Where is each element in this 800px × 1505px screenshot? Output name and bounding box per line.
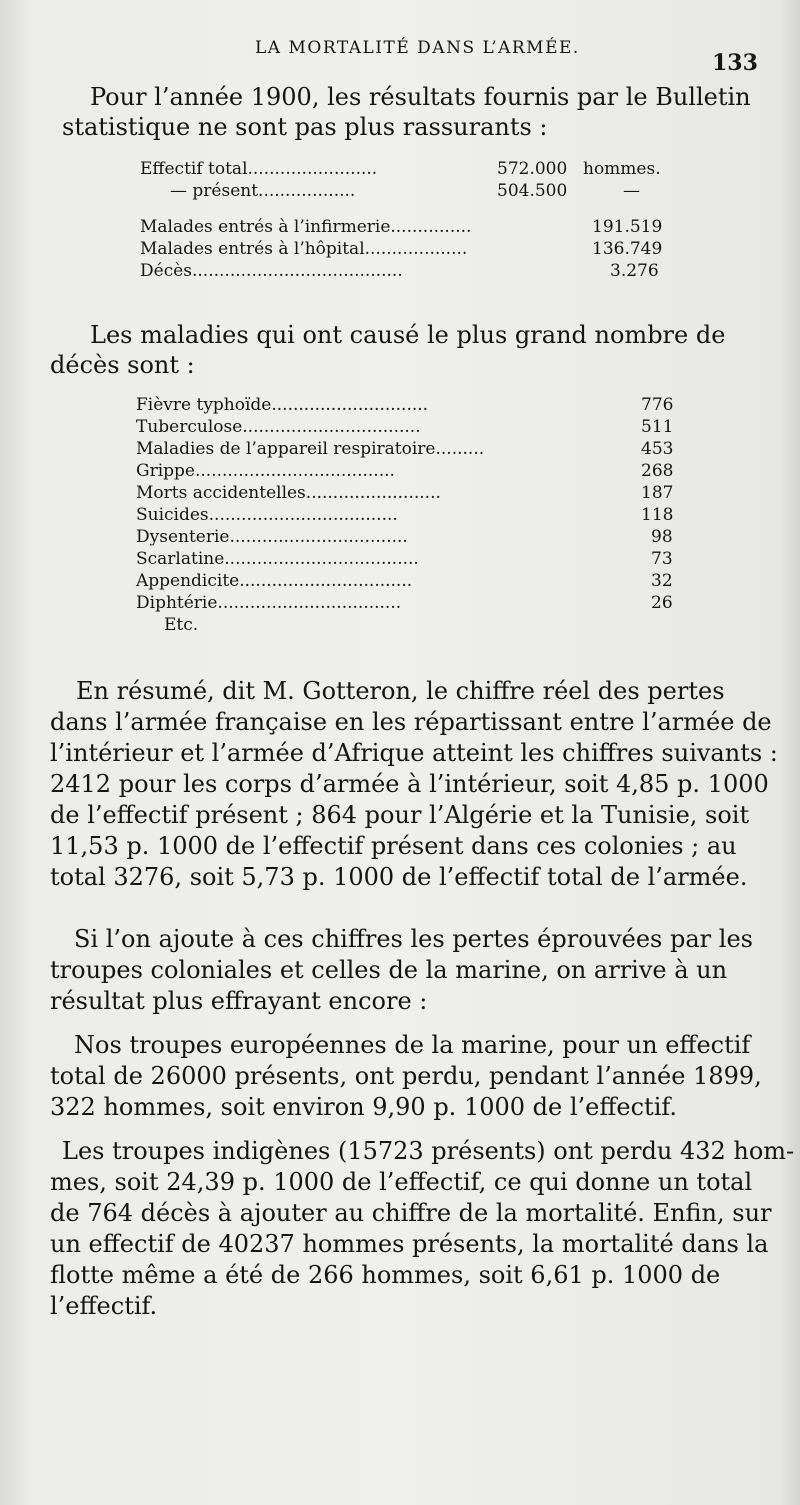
row-value: 136.749 bbox=[592, 239, 663, 259]
table-row bbox=[136, 460, 696, 482]
row-label: Malades entrés à l’hôpital................... bbox=[140, 239, 468, 259]
text-line: 322 hommes, soit environ 9,90 p. 1000 de l’effectif. bbox=[50, 1093, 678, 1121]
text-line: un effectif de 40237 hommes présents, la mortalité dans la bbox=[50, 1230, 769, 1258]
table-row bbox=[140, 180, 700, 202]
table-row bbox=[140, 216, 700, 238]
row-value: 504.500 bbox=[497, 181, 568, 201]
table-row bbox=[136, 416, 696, 438]
causes-intro-paragraph bbox=[50, 320, 760, 380]
resume-paragraph bbox=[50, 676, 778, 893]
text-line: statistique ne sont pas plus rassurants : bbox=[62, 113, 548, 141]
text-line: décès sont : bbox=[50, 351, 195, 379]
text-line: total 3276, soit 5,73 p. 1000 de l’effectif total de l’armée. bbox=[50, 863, 748, 891]
text-line: Si l’on ajoute à ces chiffres les pertes éprouvées par les bbox=[74, 925, 753, 953]
row-label: Appendicite................................ bbox=[136, 571, 413, 591]
row-label: Malades entrés à l’infirmerie............... bbox=[140, 217, 472, 237]
row-label: Diphtérie.................................. bbox=[136, 593, 402, 613]
row-label: Dysenterie................................. bbox=[136, 527, 408, 547]
row-value: 118 bbox=[641, 505, 674, 525]
intro-paragraph bbox=[50, 82, 760, 142]
row-value: 511 bbox=[641, 417, 674, 437]
marine-paragraph bbox=[50, 1030, 760, 1123]
row-value: 73 bbox=[651, 549, 673, 569]
text-line: mes, soit 24,39 p. 1000 de l’effectif, ce qui donne un total bbox=[50, 1168, 753, 1196]
row-label: Morts accidentelles......................... bbox=[136, 483, 441, 503]
row-label: Etc. bbox=[164, 615, 199, 635]
row-label: Maladies de l’appareil respiratoire......... bbox=[136, 439, 485, 459]
text-line: Pour l’année 1900, les résultats fournis par le Bulletin bbox=[90, 83, 751, 111]
table-row bbox=[136, 592, 696, 614]
text-line: l’intérieur et l’armée d’Afrique atteint les chiffres suivants : bbox=[50, 739, 778, 767]
table-row bbox=[136, 526, 696, 548]
row-value: 453 bbox=[641, 439, 674, 459]
text-line: Nos troupes européennes de la marine, pour un effectif bbox=[74, 1031, 751, 1059]
text-line: 11,53 p. 1000 de l’effectif présent dans ces colonies ; au bbox=[50, 832, 737, 860]
text-line: Les maladies qui ont causé le plus grand nombre de bbox=[90, 321, 726, 349]
running-title: LA MORTALITÉ DANS L’ARMÉE. bbox=[255, 38, 580, 58]
row-value: 26 bbox=[651, 593, 673, 613]
row-label: Grippe..................................... bbox=[136, 461, 395, 481]
row-value: 32 bbox=[651, 571, 673, 591]
table-row bbox=[136, 438, 696, 460]
coloniales-paragraph bbox=[50, 924, 760, 1017]
table-row bbox=[136, 482, 696, 504]
row-label: Décès....................................... bbox=[140, 261, 403, 281]
table-row bbox=[136, 548, 696, 570]
row-label: Suicides................................... bbox=[136, 505, 398, 525]
page-number: 133 bbox=[712, 50, 758, 76]
row-unit: — bbox=[623, 181, 640, 201]
text-line: flotte même a été de 266 hommes, soit 6,61 p. 1000 de bbox=[50, 1261, 721, 1289]
row-value: 191.519 bbox=[592, 217, 663, 237]
text-line: troupes coloniales et celles de la marine, on arrive à un bbox=[50, 956, 728, 984]
table-row bbox=[140, 238, 700, 260]
table-row bbox=[136, 614, 696, 636]
row-label: Tuberculose................................. bbox=[136, 417, 421, 437]
row-label: Scarlatine.................................... bbox=[136, 549, 419, 569]
text-line: En résumé, dit M. Gotteron, le chiffre réel des pertes bbox=[76, 677, 725, 705]
row-value: 776 bbox=[641, 395, 674, 415]
table-row bbox=[140, 260, 700, 282]
table-row bbox=[140, 158, 700, 180]
row-label: Effectif total........................ bbox=[140, 159, 378, 179]
text-line: Les troupes indigènes (15723 présents) ont perdu 432 hom- bbox=[62, 1137, 795, 1165]
text-line: l’effectif. bbox=[50, 1292, 158, 1320]
table-row bbox=[136, 394, 696, 416]
row-unit: hommes. bbox=[583, 159, 661, 179]
text-line: de l’effectif présent ; 864 pour l’Algérie et la Tunisie, soit bbox=[50, 801, 750, 829]
page-header bbox=[0, 38, 800, 78]
text-line: résultat plus effrayant encore : bbox=[50, 987, 428, 1015]
statistics-table bbox=[140, 158, 700, 282]
table-row bbox=[136, 570, 696, 592]
row-value: 187 bbox=[641, 483, 674, 503]
text-line: dans l’armée française en les répartissant entre l’armée de bbox=[50, 708, 772, 736]
row-label: — présent.................. bbox=[170, 181, 356, 201]
row-value: 572.000 bbox=[497, 159, 568, 179]
row-value: 98 bbox=[651, 527, 673, 547]
causes-table bbox=[136, 394, 696, 636]
row-label: Fièvre typhoïde............................. bbox=[136, 395, 429, 415]
text-line: total de 26000 présents, ont perdu, pendant l’année 1899, bbox=[50, 1062, 762, 1090]
text-line: de 764 décès à ajouter au chiffre de la mortalité. Enfin, sur bbox=[50, 1199, 772, 1227]
table-row bbox=[136, 504, 696, 526]
text-line: 2412 pour les corps d’armée à l’intérieur, soit 4,85 p. 1000 bbox=[50, 770, 769, 798]
row-value: 3.276 bbox=[610, 261, 659, 281]
indigenes-paragraph bbox=[50, 1136, 795, 1322]
row-value: 268 bbox=[641, 461, 674, 481]
